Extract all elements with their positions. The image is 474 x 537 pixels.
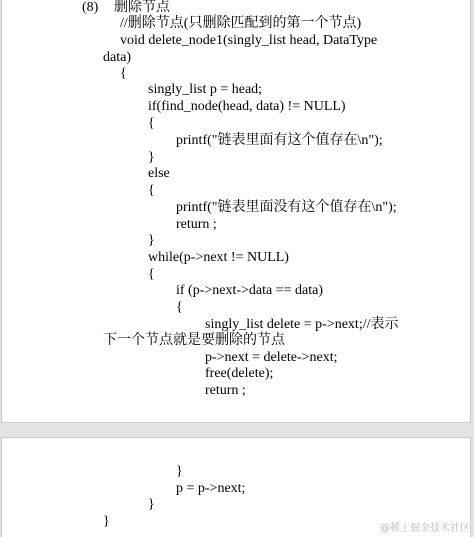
section-heading: 删除节点 [114,0,170,15]
code-line: return ; [205,383,246,398]
code-line: singly_list delete = p->next;//表示 [205,317,399,332]
code-line: { [176,300,183,315]
code-line: } [176,464,183,479]
section-number: (8) [82,0,99,15]
code-line: p = p->next; [176,481,246,496]
code-line: return ; [176,217,217,232]
code-line: 下一个节点就是要删除的节点 [103,333,285,348]
code-line: } [103,514,110,529]
code-comment: //删除节点(只删除匹配到的第一个节点) [120,16,362,31]
code-line: free(delete); [205,366,274,381]
watermark: @稀土掘金技术社区 [380,523,470,534]
code-line: if(find_node(head, data) != NULL) [148,99,346,114]
code-line: p->next = delete->next; [205,350,338,365]
code-line: { [148,183,155,198]
code-line: } [148,150,155,165]
code-line: else [148,166,170,181]
code-line: if (p->next->data == data) [176,283,324,298]
code-line: } [148,497,155,512]
code-line: { [120,66,127,81]
document-page-1 [1,0,471,423]
code-line: printf("链表里面有这个值存在\n"); [176,133,383,148]
code-line: printf("链表里面没有这个值存在\n"); [176,200,397,215]
code-line: void delete_node1(singly_list head, DataType [120,33,378,48]
code-line: } [148,233,155,248]
code-line: data) [103,50,131,65]
code-line: { [148,267,155,282]
code-line: singly_list p = head; [148,82,263,97]
code-line: while(p->next != NULL) [148,250,289,265]
code-line: { [148,116,155,131]
